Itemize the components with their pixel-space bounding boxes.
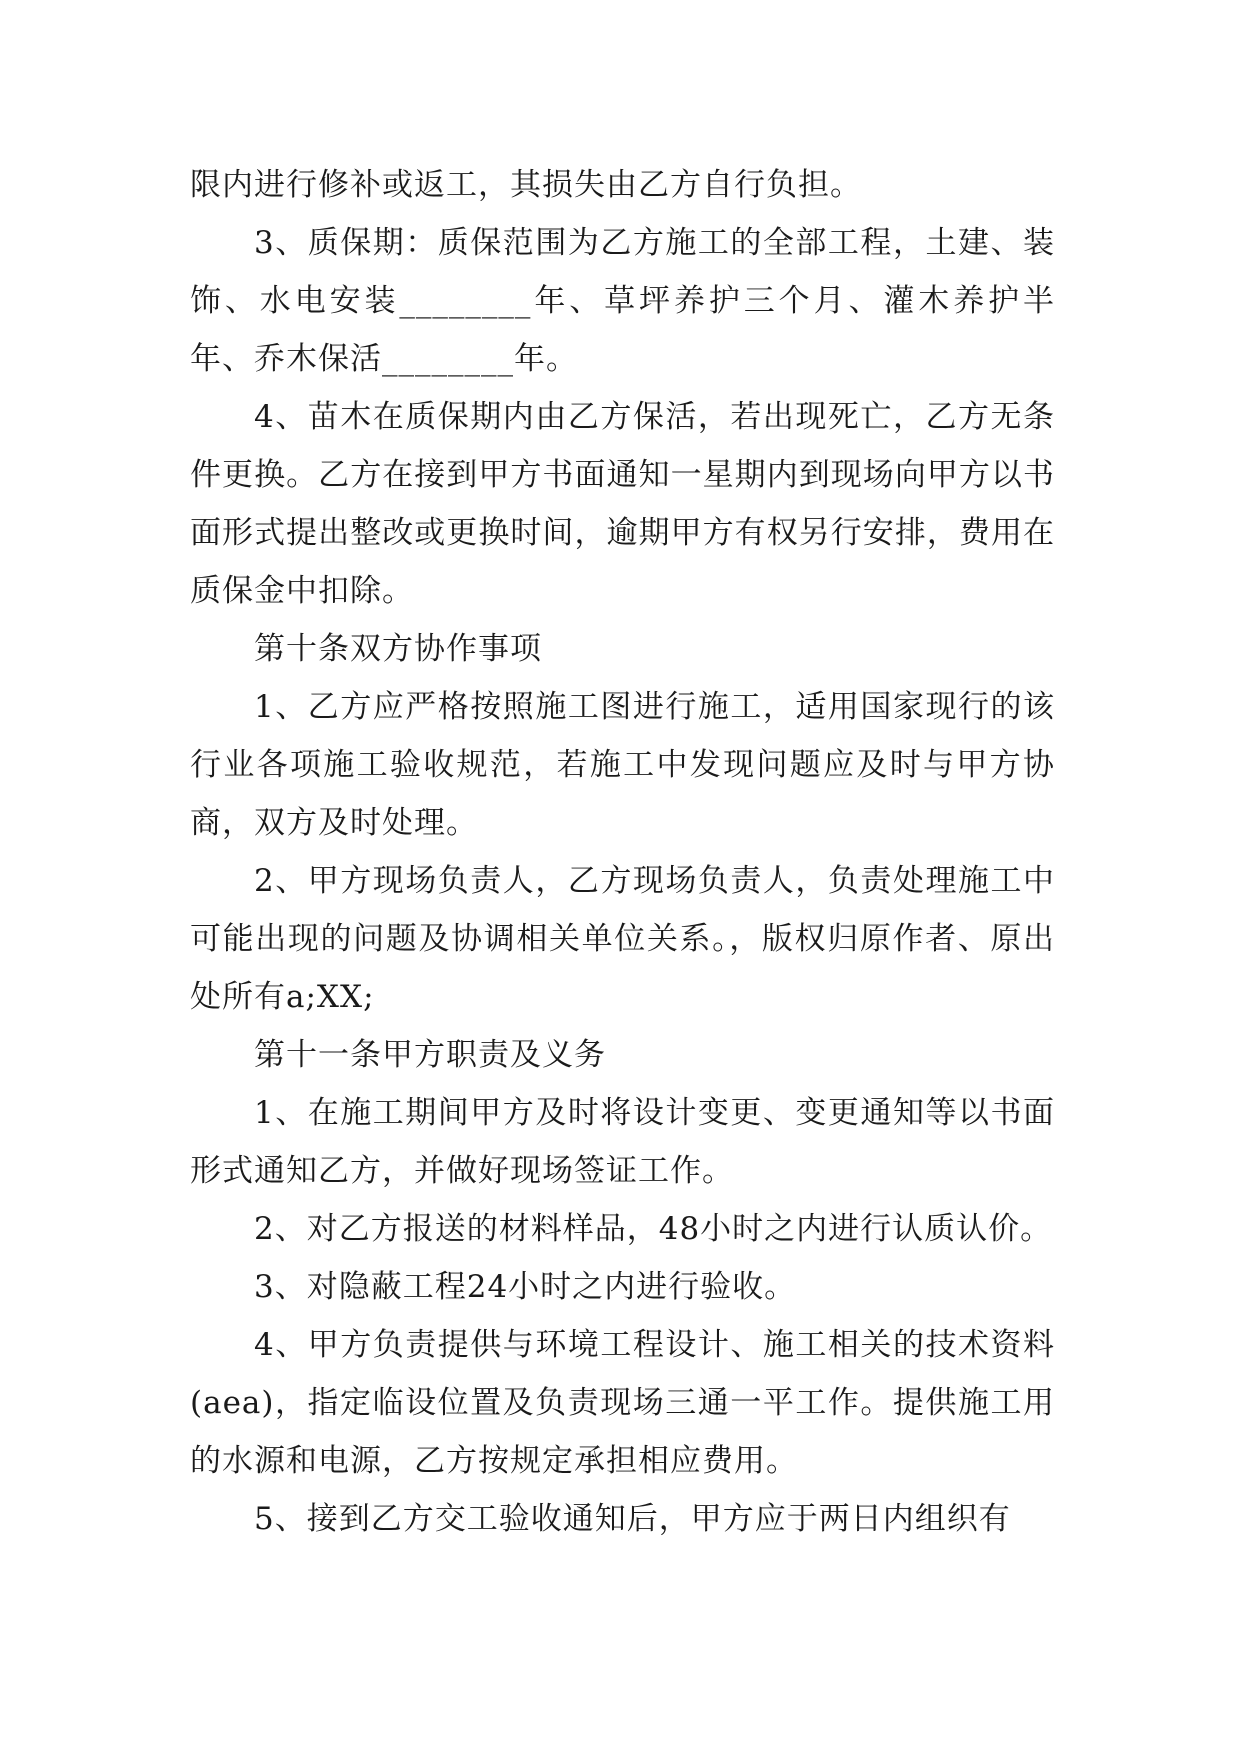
paragraph-construction-standards: 1、乙方应严格按照施工图进行施工，适用国家现行的该行业各项施工验收规范，若施工中发现问题应及时与甲方协商，双方及时处理。 bbox=[190, 689, 1055, 841]
paragraph-technical-materials: 4、甲方负责提供与环境工程设计、施工相关的技术资料(aea)，指定临设位置及负责现场三通一平工作。提供施工用的水源和电源，乙方按规定承担相应费用。 bbox=[190, 1327, 1055, 1479]
section-heading-article-10: 第十条双方协作事项 bbox=[254, 631, 542, 667]
paragraph-acceptance-notice: 5、接到乙方交工验收通知后，甲方应于两日内组织有 bbox=[254, 1501, 1011, 1537]
document-body bbox=[190, 156, 1055, 1548]
paragraph-material-samples: 2、对乙方报送的材料样品，48小时之内进行认质认价。 bbox=[254, 1211, 1053, 1247]
paragraph-design-changes: 1、在施工期间甲方及时将设计变更、变更通知等以书面形式通知乙方，并做好现场签证工作。 bbox=[190, 1095, 1055, 1189]
paragraph-continuation: 限内进行修补或返工，其损失由乙方自行负担。 bbox=[190, 167, 862, 203]
paragraph-site-managers: 2、甲方现场负责人，乙方现场负责人，负责处理施工中可能出现的问题及协调相关单位关系。，版权归原作者、原出处所有a;XX; bbox=[190, 863, 1055, 1015]
paragraph-concealed-works: 3、对隐蔽工程24小时之内进行验收。 bbox=[254, 1269, 797, 1305]
section-heading-article-11: 第十一条甲方职责及义务 bbox=[254, 1037, 606, 1073]
paragraph-seedling-care: 4、苗木在质保期内由乙方保活，若出现死亡，乙方无条件更换。乙方在接到甲方书面通知一星期内到现场向甲方以书面形式提出整改或更换时间，逾期甲方有权另行安排，费用在质保金中扣除。 bbox=[190, 399, 1055, 609]
paragraph-warranty-period: 3、质保期：质保范围为乙方施工的全部工程，土建、装饰、水电安装________年、草坪养护三个月、灌木养护半年、乔木保活________年。 bbox=[190, 225, 1055, 377]
